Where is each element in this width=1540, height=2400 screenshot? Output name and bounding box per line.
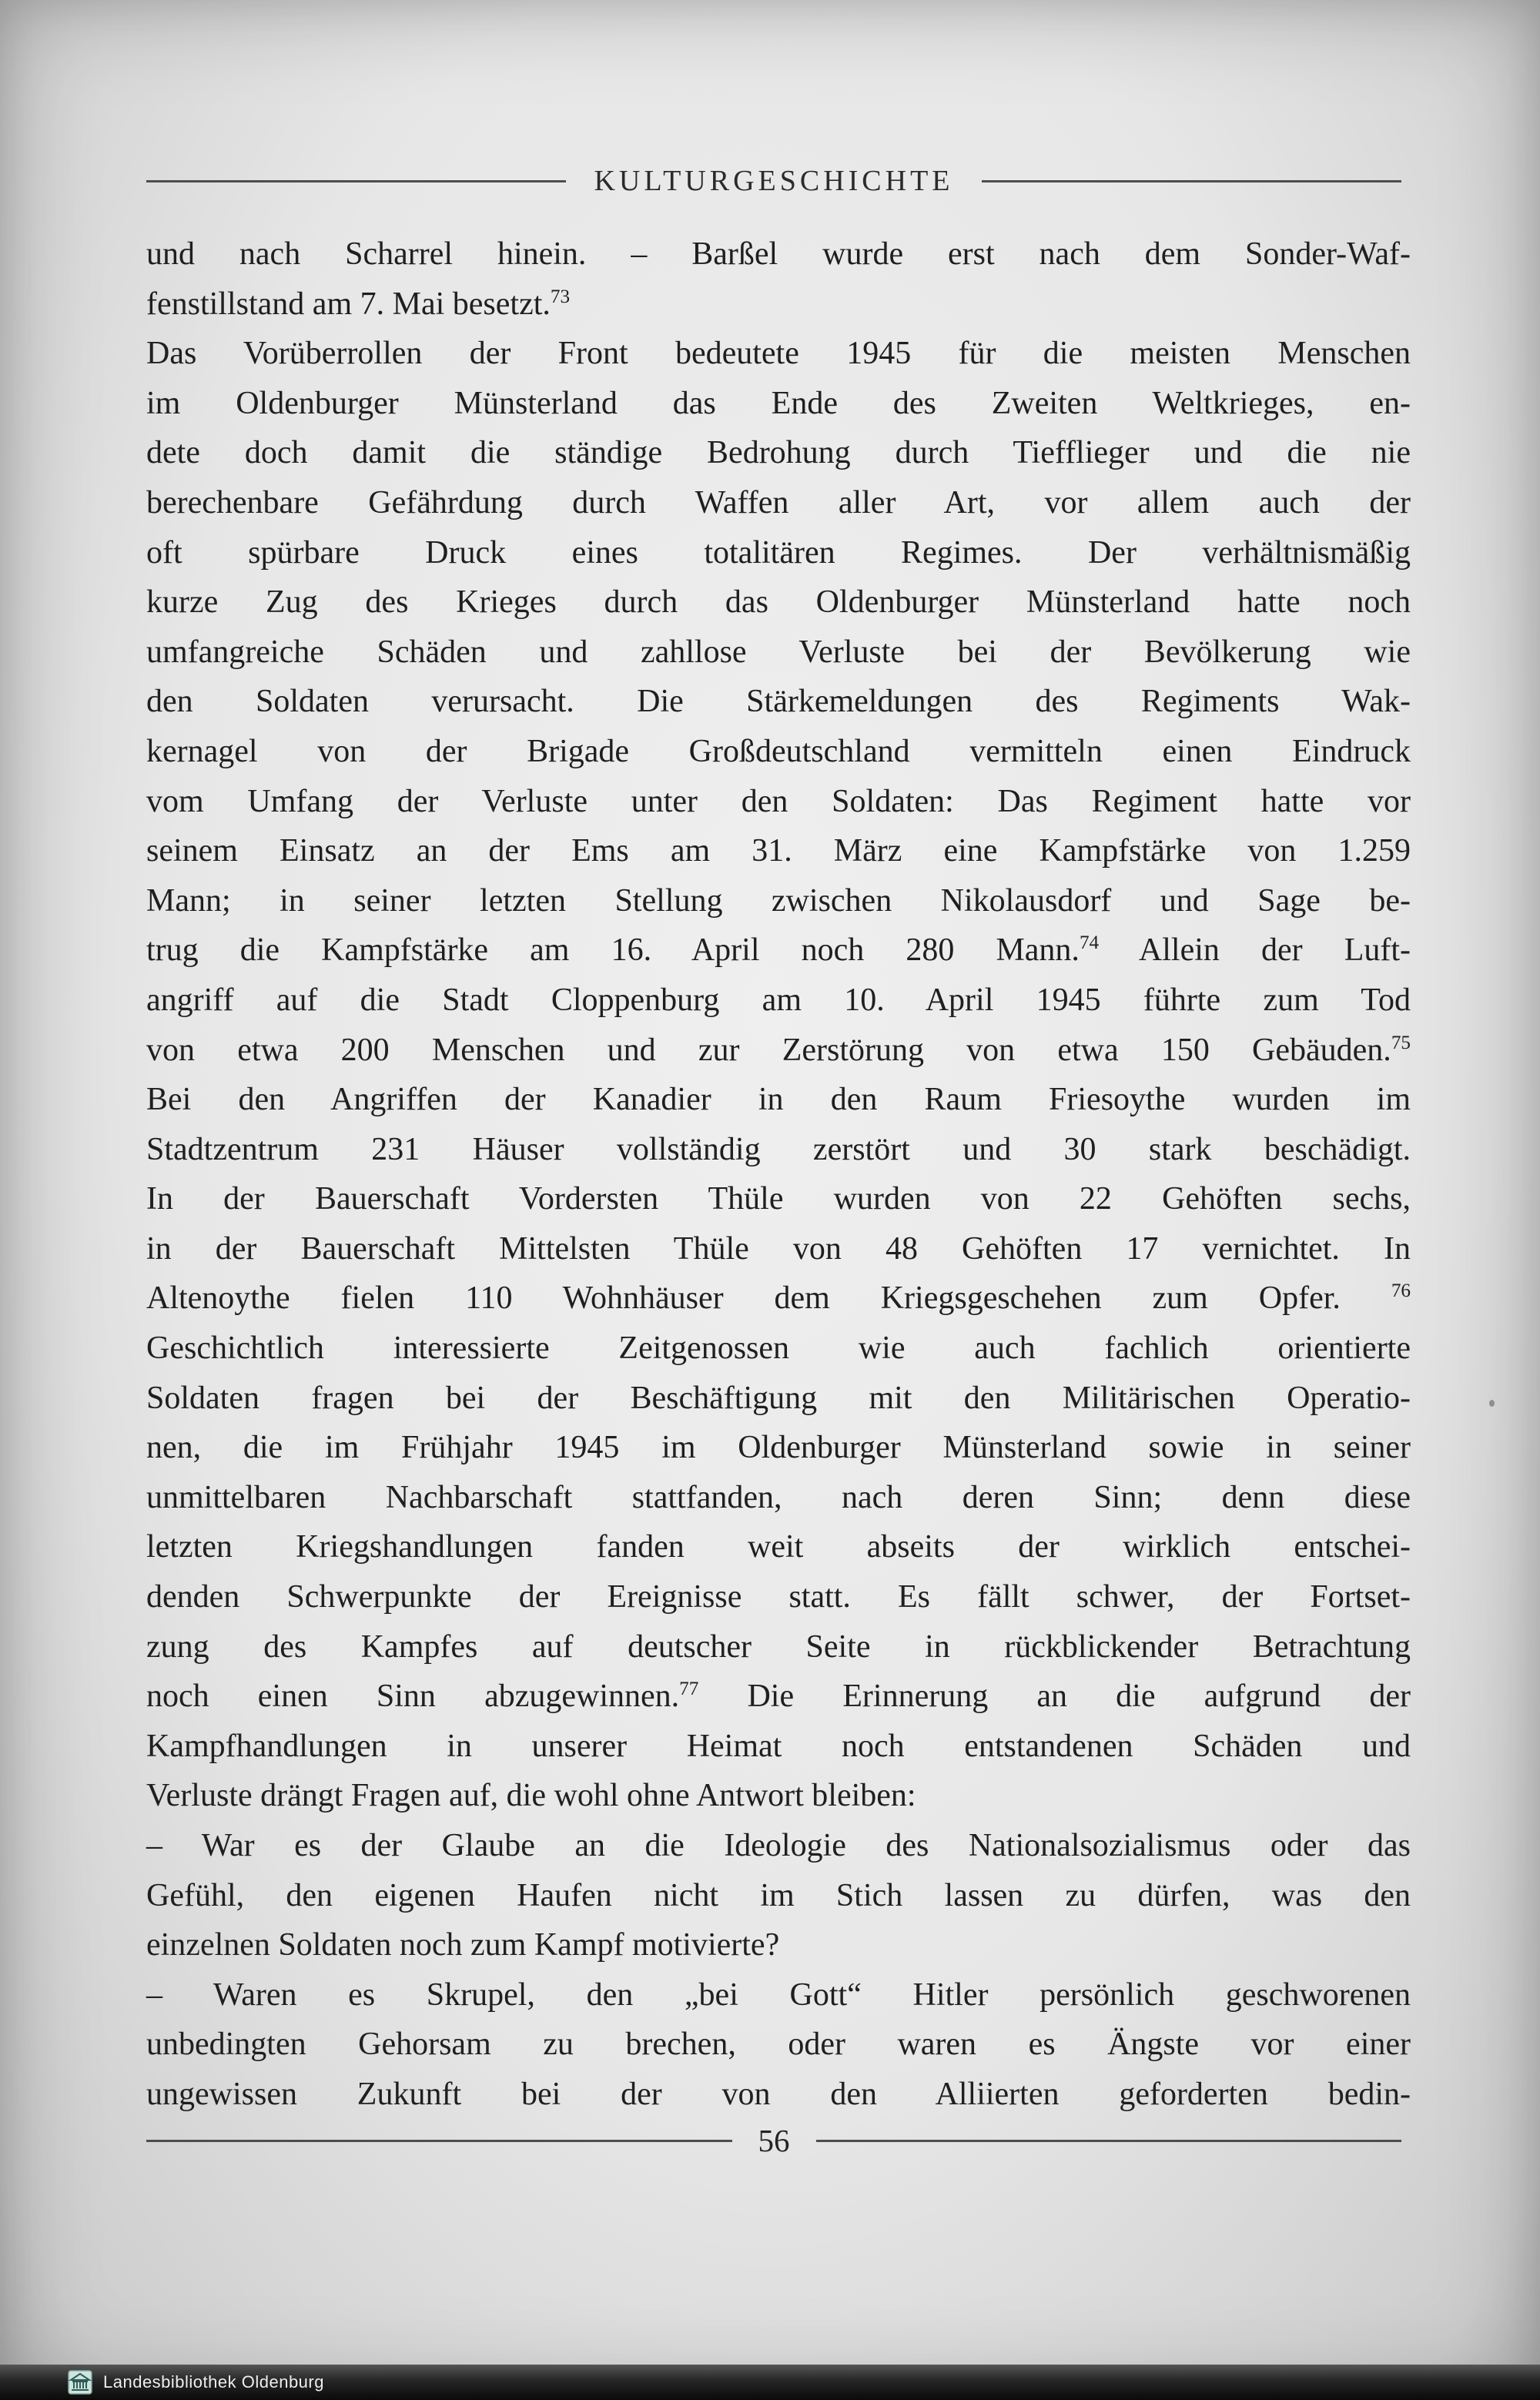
text-line: trug die Kampfstärke am 16. April noch 280 Mann.$^{74}$ Allein der Luft- [146,932,1411,969]
header-rule-right [982,180,1401,182]
text-line: Altenoythe fielen 110 Wohnhäuser dem Kriegsgeschehen zum Opfer. $^{76}$ [146,1280,1411,1317]
text-line: Bei den Angriffen der Kanadier in den Raum Friesoythe wurden im [146,1082,1411,1118]
footer-rule-left [146,2140,732,2142]
library-stamp-label: Landesbibliothek Oldenburg [103,2372,324,2392]
footnote-marker: 76 [1391,1280,1411,1302]
text-line: einzelnen Soldaten noch zum Kampf motivierte? [146,1927,780,1963]
text-line: ungewissen Zukunft bei der von den Alliierten geforderten bedin- [146,2076,1411,2112]
text-line: in der Bauerschaft Mittelsten Thüle von 48 Gehöften 17 vernichtet. In [146,1230,1411,1267]
page-header [146,160,1401,202]
text-line: zung des Kampfes auf deutscher Seite in rückblickender Betrachtung [146,1628,1411,1665]
text-line: Stadtzentrum 231 Häuser vollständig zerstört und 30 stark beschädigt. [146,1131,1411,1167]
header-rule-left [146,180,566,182]
body-text [146,229,1411,2120]
scan-artifact [1489,1400,1495,1407]
text-line: dete doch damit die ständige Bedrohung durch Tiefflieger und die nie [146,435,1411,471]
footnote-marker: 74 [1079,932,1100,954]
text-line: – War es der Glaube an die Ideologie des Nationalsozialismus oder das [146,1828,1411,1863]
footnote-marker: 77 [679,1679,699,1700]
text-line: In der Bauerschaft Vordersten Thüle wurden von 22 Gehöften sechs, [146,1181,1411,1217]
text-line: nen, die im Frühjahr 1945 im Oldenburger Münsterland sowie in seiner [146,1430,1411,1466]
text-line: letzten Kriegshandlungen fanden weit abseits der wirklich entschei- [146,1529,1411,1565]
text-line: Das Vorüberrollen der Front bedeutete 1945 für die meisten Menschen [146,336,1411,372]
library-logo-icon [68,2370,92,2395]
text-line: unmittelbaren Nachbarschaft stattfanden, nach deren Sinn; denn diese [146,1479,1411,1515]
text-line: fenstillstand am 7. Mai besetzt.$^{73}$ [146,286,571,322]
page-footer [146,2119,1401,2162]
footnote-marker: 73 [550,286,571,307]
library-stamp-bar [0,2365,1540,2400]
text-line: Geschichtlich interessierte Zeitgenossen wie auch fachlich orientierte [146,1331,1411,1367]
text-line: oft spürbare Druck eines totalitären Regimes. Der verhältnismäßig [146,534,1411,571]
text-line: im Oldenburger Münsterland das Ende des Zweiten Weltkrieges, en- [146,385,1411,421]
header-title: KULTURGESCHICHTE [594,165,954,197]
footer-rule-right [816,2140,1402,2142]
text-line: vom Umfang der Verluste unter den Soldaten: Das Regiment hatte vor [146,783,1411,819]
text-line: Kampfhandlungen in unserer Heimat noch entstandenen Schäden und [146,1728,1411,1764]
text-line: Mann; in seiner letzten Stellung zwischen Nikolausdorf und Sage be- [146,882,1411,919]
text-line: Soldaten fragen bei der Beschäftigung mit den Militärischen Operatio- [146,1380,1411,1416]
text-line: kernagel von der Brigade Großdeutschland vermitteln einen Eindruck [146,733,1411,769]
text-line: den Soldaten verursacht. Die Stärkemeldungen des Regiments Wak- [146,684,1411,720]
text-line: unbedingten Gehorsam zu brechen, oder waren es Ängste vor einer [146,2027,1411,2063]
text-line: von etwa 200 Menschen und zur Zerstörung von etwa 150 Gebäuden.$^{75}$ [146,1032,1411,1068]
text-line: denden Schwerpunkte der Ereignisse statt. Es fällt schwer, der Fortset- [146,1579,1411,1615]
footnote-marker: 75 [1391,1032,1411,1053]
text-line: noch einen Sinn abzugewinnen.$^{77}$ Die Erinnerung an die aufgrund der [146,1679,1411,1715]
text-line: seinem Einsatz an der Ems am 31. März eine Kampfstärke von 1.259 [146,833,1411,869]
text-line: kurze Zug des Krieges durch das Oldenburger Münsterland hatte noch [146,584,1411,621]
text-line: berechenbare Gefährdung durch Waffen aller Art, vor allem auch der [146,484,1411,521]
text-line: umfangreiche Schäden und zahllose Verluste bei der Bevölkerung wie [146,634,1411,670]
text-line: Verluste drängt Fragen auf, die wohl ohne Antwort bleiben: [146,1778,916,1814]
page-number: 56 [758,2123,790,2158]
text-line: und nach Scharrel hinein. – Barßel wurde erst nach dem Sonder-Waf- [146,236,1411,272]
text-line: – Waren es Skrupel, den „bei Gott“ Hitler persönlich geschworenen [146,1977,1411,2013]
text-line: angriff auf die Stadt Cloppenburg am 10. April 1945 führte zum Tod [146,982,1411,1018]
text-line: Gefühl, den eigenen Haufen nicht im Stich lassen zu dürfen, was den [146,1877,1411,1913]
